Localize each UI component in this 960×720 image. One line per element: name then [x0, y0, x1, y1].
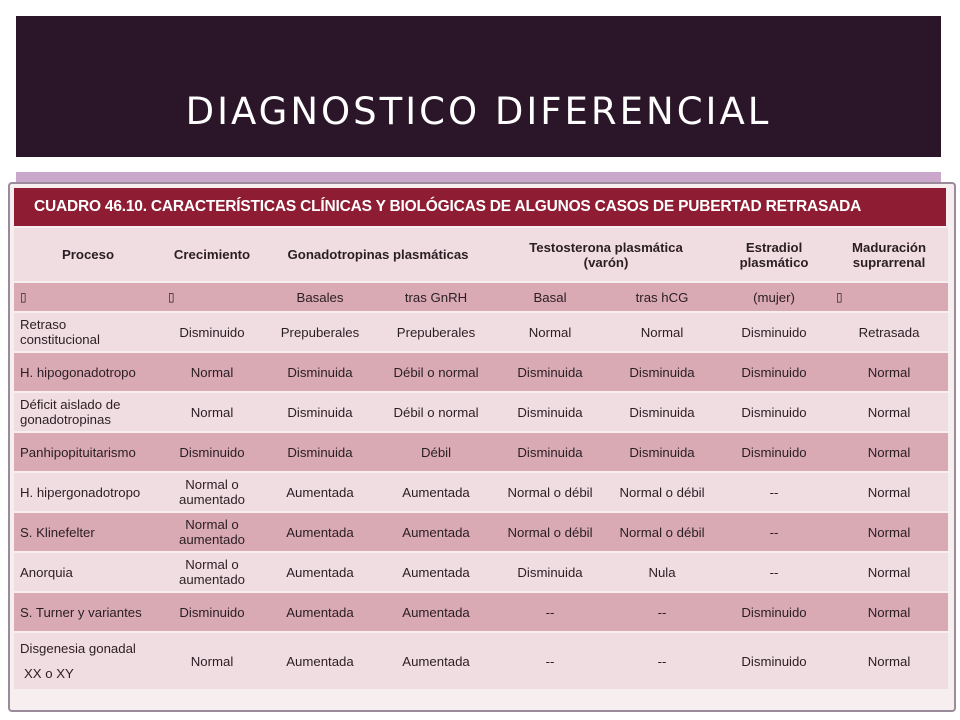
cell-gonadotropinas-tras-gnrh: Débil o normal: [378, 352, 494, 392]
table-subheader-row: [14, 282, 948, 312]
cell-proceso-line: Déficit aislado de: [20, 397, 121, 412]
cell-gonadotropinas-tras-gnrh: Aumentada: [378, 632, 494, 690]
cell-proceso-line: XX o XY: [24, 666, 74, 681]
table-body: [14, 312, 948, 690]
table-frame: [8, 182, 956, 712]
header-gonadotropinas: Gonadotropinas plasmáticas: [262, 228, 494, 282]
table-row: [14, 432, 948, 472]
cell-testosterona-tras-hcg: --: [606, 632, 718, 690]
cell-testosterona-basal: Normal: [494, 312, 606, 352]
table-caption: CUADRO 46.10. CARACTERÍSTICAS CLÍNICAS Y BIOLÓGICAS DE ALGUNOS CASOS DE PUBERTAD RETRASADA: [14, 188, 946, 226]
cell-maduracion: Normal: [830, 552, 948, 592]
table-row: [14, 472, 948, 512]
cell-proceso-line: H. hipogonadotropo: [20, 364, 136, 380]
cell-proceso-line: Retraso: [20, 317, 67, 332]
cell-proceso: [14, 352, 162, 392]
cell-proceso-line: Disgenesia gonadal: [20, 641, 136, 656]
header-maduracion: [830, 228, 948, 282]
cell-proceso: [14, 592, 162, 632]
cell-crecimiento: [162, 432, 262, 472]
cell-proceso-line: Panhipopituitarismo: [20, 444, 136, 460]
cell-crecimiento-line: aumentado: [179, 532, 245, 547]
table-header-row: [14, 228, 948, 282]
header-estradiol-line2: plasmático: [739, 254, 809, 270]
header-testosterona-line1: Testosterona plasmática: [529, 239, 683, 255]
header-maduracion-line2: suprarrenal: [852, 254, 926, 270]
cell-crecimiento: [162, 512, 262, 552]
cell-crecimiento-line: Normal: [190, 404, 234, 420]
cell-proceso-line: gonadotropinas: [20, 412, 111, 427]
cell-crecimiento: [162, 552, 262, 592]
cell-proceso-line: H. hipergonadotropo: [20, 484, 141, 500]
table-row: [14, 632, 948, 690]
cell-testosterona-basal: --: [494, 632, 606, 690]
slide-title: DIAGNOSTICO DIFERENCIAL: [185, 90, 772, 133]
cell-maduracion: Normal: [830, 512, 948, 552]
cell-crecimiento: [162, 312, 262, 352]
cell-testosterona-tras-hcg: Nula: [606, 552, 718, 592]
cell-gonadotropinas-basales: Prepuberales: [262, 312, 378, 352]
cell-testosterona-basal: Disminuida: [494, 552, 606, 592]
cell-estradiol: Disminuido: [718, 432, 830, 472]
subheader-basal: Basal: [494, 282, 606, 312]
cell-crecimiento: [162, 352, 262, 392]
header-estradiol-line1: Estradiol: [745, 239, 803, 255]
cell-estradiol: Disminuido: [718, 592, 830, 632]
cell-proceso: [14, 552, 162, 592]
cell-maduracion: Normal: [830, 432, 948, 472]
table-row: [14, 592, 948, 632]
cell-gonadotropinas-basales: Disminuida: [262, 432, 378, 472]
cell-crecimiento-line: Disminuido: [179, 604, 245, 620]
cell-gonadotropinas-basales: Aumentada: [262, 632, 378, 690]
cell-proceso-line: S. Klinefelter: [20, 524, 95, 540]
header-testosterona: [494, 228, 718, 282]
table-row: [14, 392, 948, 432]
subheader-placeholder-glyph-icon: ▯: [830, 282, 948, 312]
cell-maduracion: Normal: [830, 592, 948, 632]
cell-gonadotropinas-basales: Aumentada: [262, 552, 378, 592]
cell-testosterona-basal: --: [494, 592, 606, 632]
cell-estradiol: Disminuido: [718, 392, 830, 432]
cell-testosterona-tras-hcg: Normal o débil: [606, 472, 718, 512]
cell-testosterona-basal: Normal o débil: [494, 512, 606, 552]
cell-crecimiento-line: Normal: [190, 653, 234, 669]
cell-crecimiento-line: Disminuido: [179, 324, 245, 340]
subheader-tras-hcg: tras hCG: [606, 282, 718, 312]
cell-gonadotropinas-basales: Aumentada: [262, 472, 378, 512]
cell-proceso: [14, 472, 162, 512]
subheader-mujer: (mujer): [718, 282, 830, 312]
subheader-placeholder-glyph-icon: ▯: [162, 282, 262, 312]
cell-gonadotropinas-tras-gnrh: Aumentada: [378, 592, 494, 632]
cell-crecimiento-line: Normal: [190, 364, 234, 380]
title-banner: [16, 16, 941, 157]
cell-proceso: [14, 632, 162, 690]
cell-testosterona-tras-hcg: Disminuida: [606, 432, 718, 472]
cell-crecimiento: [162, 392, 262, 432]
cell-maduracion: Normal: [830, 632, 948, 690]
subheader-placeholder-glyph-icon: ▯: [14, 282, 162, 312]
header-crecimiento: Crecimiento: [162, 228, 262, 282]
cell-gonadotropinas-basales: Aumentada: [262, 512, 378, 552]
cell-proceso-line: constitucional: [20, 332, 100, 347]
cell-gonadotropinas-basales: Disminuida: [262, 352, 378, 392]
cell-estradiol: --: [718, 512, 830, 552]
cell-testosterona-tras-hcg: Normal: [606, 312, 718, 352]
table-row: [14, 552, 948, 592]
table-row: [14, 312, 948, 352]
cell-testosterona-basal: Disminuida: [494, 352, 606, 392]
cell-gonadotropinas-tras-gnrh: Prepuberales: [378, 312, 494, 352]
cell-gonadotropinas-basales: Aumentada: [262, 592, 378, 632]
cell-gonadotropinas-tras-gnrh: Débil o normal: [378, 392, 494, 432]
cell-proceso: [14, 312, 162, 352]
cell-proceso: [14, 432, 162, 472]
cell-maduracion: Normal: [830, 472, 948, 512]
cell-gonadotropinas-tras-gnrh: Aumentada: [378, 512, 494, 552]
accent-divider: [16, 172, 941, 182]
cell-gonadotropinas-basales: Disminuida: [262, 392, 378, 432]
cell-maduracion: Normal: [830, 392, 948, 432]
cell-crecimiento-line: Normal o: [185, 477, 239, 492]
header-testosterona-line2: (varón): [583, 254, 629, 270]
cell-proceso-line: Anorquia: [20, 564, 73, 580]
cell-testosterona-basal: Disminuida: [494, 432, 606, 472]
cell-proceso: [14, 392, 162, 432]
cell-crecimiento-line: Normal o: [185, 517, 239, 532]
cell-gonadotropinas-tras-gnrh: Aumentada: [378, 472, 494, 512]
cell-estradiol: --: [718, 552, 830, 592]
cell-testosterona-tras-hcg: Disminuida: [606, 392, 718, 432]
header-maduracion-line1: Maduración: [852, 239, 927, 255]
subheader-tras-gnrh: tras GnRH: [378, 282, 494, 312]
cell-crecimiento: [162, 632, 262, 690]
cell-estradiol: Disminuido: [718, 312, 830, 352]
subheader-basales: Basales: [262, 282, 378, 312]
cell-estradiol: --: [718, 472, 830, 512]
cell-gonadotropinas-tras-gnrh: Aumentada: [378, 552, 494, 592]
cell-crecimiento-line: aumentado: [179, 492, 245, 507]
cell-testosterona-tras-hcg: Disminuida: [606, 352, 718, 392]
table-row: [14, 352, 948, 392]
cell-proceso-line: S. Turner y variantes: [20, 604, 142, 620]
cell-testosterona-tras-hcg: Normal o débil: [606, 512, 718, 552]
cell-estradiol: Disminuido: [718, 632, 830, 690]
cell-crecimiento-line: Normal o: [185, 557, 239, 572]
cell-maduracion: Retrasada: [830, 312, 948, 352]
cell-proceso: [14, 512, 162, 552]
cell-estradiol: Disminuido: [718, 352, 830, 392]
cell-maduracion: Normal: [830, 352, 948, 392]
header-estradiol: [718, 228, 830, 282]
header-proceso: Proceso: [14, 228, 162, 282]
cell-testosterona-basal: Normal o débil: [494, 472, 606, 512]
cell-testosterona-tras-hcg: --: [606, 592, 718, 632]
cell-crecimiento-line: Disminuido: [179, 444, 245, 460]
cell-testosterona-basal: Disminuida: [494, 392, 606, 432]
cell-crecimiento: [162, 592, 262, 632]
table-row: [14, 512, 948, 552]
cell-gonadotropinas-tras-gnrh: Débil: [378, 432, 494, 472]
cell-crecimiento: [162, 472, 262, 512]
diagnosis-table: [14, 228, 948, 691]
cell-crecimiento-line: aumentado: [179, 572, 245, 587]
